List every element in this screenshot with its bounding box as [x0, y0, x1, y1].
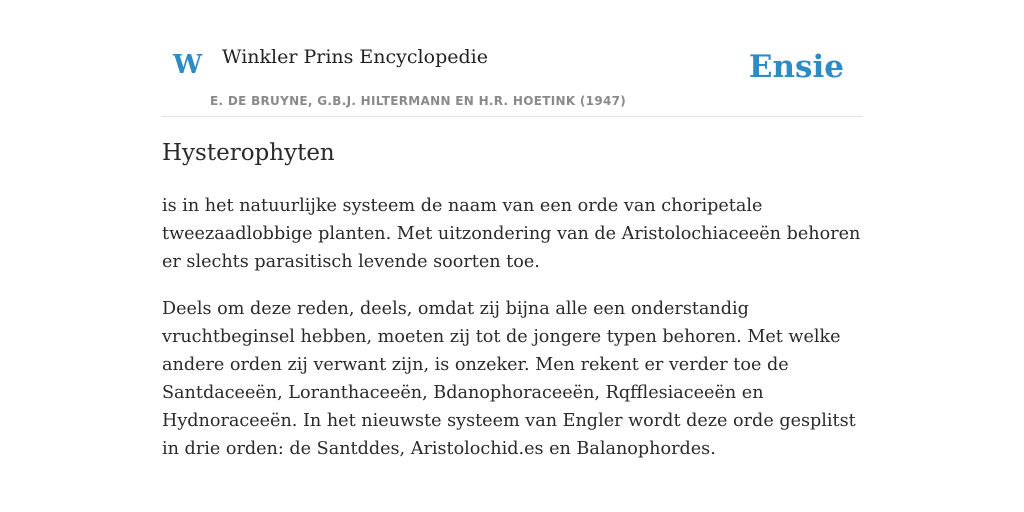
article-title: Hysterophyten	[162, 140, 335, 166]
source-header	[162, 0, 862, 117]
source-title-link[interactable]: Winkler Prins Encyclopedie	[222, 46, 488, 68]
article-body	[162, 192, 862, 482]
source-authors: E. DE BRUYNE, G.B.J. HILTERMANN EN H.R. HOETINK (1947)	[210, 94, 627, 108]
article-paragraph: is in het natuurlijke systeem de naam van een orde van choripetale tweezaadlobbige planten. Met uitzondering van de Aristolochiaceeën behoren er slechts parasitisch levende soorten toe.	[162, 196, 861, 272]
brand-logo-link[interactable]: Ensie	[748, 49, 844, 85]
article-paragraph: Deels om deze reden, deels, omdat zij bijna alle een onderstandig vruchtbeginsel hebben, moeten zij tot de jongere typen behoren. Met welke andere orden zij verwant zijn, is onzeker. Men rekent er verder toe de Santdaceeën, Loranthaceeën, Bdanophoraceeën, Rqfflesiaceeën en Hydnoraceeën. In het nieuwste systeem van Engler wordt deze orde gesplitst in drie orden: de Santddes, Aristolochid.es en Balanophordes.	[162, 299, 856, 459]
source-logo[interactable]: W	[173, 50, 203, 80]
